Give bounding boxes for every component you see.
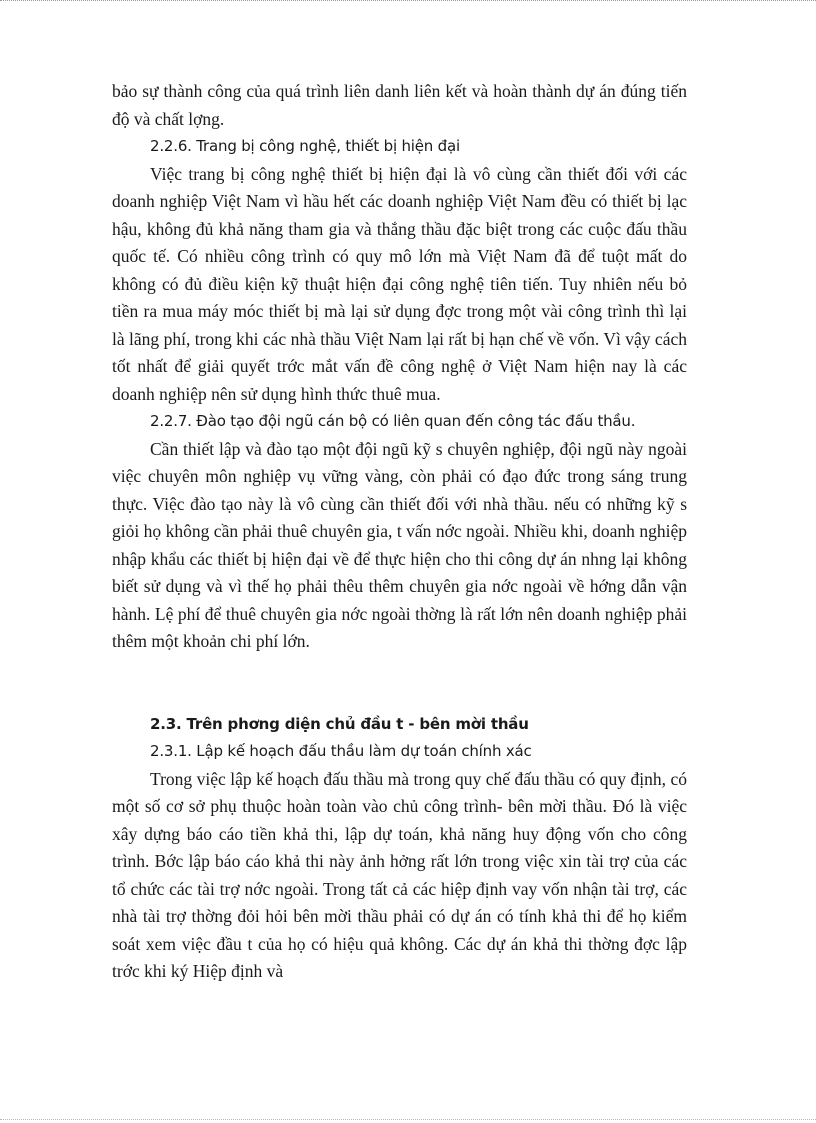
paragraph-training: Cần thiết lập và đào tạo một đội ngũ kỹ s chuyên nghiệp, đội ngũ này ngoài việc chuyên môn nghiệp vụ vững vàng, còn phải có đạo đức trong sáng trung thực. Việc đào tạo này là vô cùng cần thiết đối với nhà thầu. nếu có những kỹ s giỏi họ không cần phải thuê chuyên gia, t vấn nớc ngoài. Nhiều khi, doanh nghiệp nhập khẩu các thiết bị hiện đại về để thực hiện cho thi công dự án nhng lại không biết sử dụng và vì thế họ phải thêu thêm chuyên gia nớc ngoài về hớng dẫn vận hành. Lệ phí để thuê chuyên gia nớc ngoài thờng là rất lớn nên doanh nghiệp phải thêm một khoản chi phí lớn. [112, 438, 687, 651]
paragraph-technology: Việc trang bị công nghệ thiết bị hiện đại là vô cùng cần thiết đối với các doanh nghiệp Việt Nam vì hầu hết các doanh nghiệp Việt Nam đều có thiết bị lạc hậu, không đủ khả năng tham gia và thắng thầu đặc biệt trong các cuộc đấu thầu quốc tế. Có nhiều công trình có quy mô lớn mà Việt Nam đã để tuột mất do không có đủ điều kiện kỹ thuật hiện đại công nghệ tiên tiến. Tuy nhiên nếu bỏ tiền ra mua máy móc thiết bị mà lại sử dụng đợc trong một vài công trình thì lại là lãng phí, trong khi các nhà thầu Việt Nam lại rất bị hạn chế về vốn. Vì vậy cách tốt nhất để giải quyết trớc mắt vấn đề công nghệ ở Việt Nam hiện nay là các doanh nghiệp nên sử dụng hình thức thuê mua. [112, 163, 687, 404]
heading-2-2-7: 2.2.7. Đào tạo đội ngũ cán bộ có liên quan đến công tác đấu thầu. [150, 412, 636, 430]
paragraph-planning: Trong việc lập kế hoạch đấu thầu mà trong quy chế đấu thầu có quy định, có một số cơ sở phụ thuộc hoàn toàn vào chủ công trình- bên mời thầu. Đó là việc xây dựng báo cáo tiền khả thi, lập dự toán, khả năng huy động vốn cho công trình. Bớc lập báo cáo khả thi này ảnh hởng rất lớn trong việc xin tài trợ của các tổ chức các tài trợ nớc ngoài. Trong tất cả các hiệp định vay vốn nhận tài trợ, các nhà tài trợ thờng đỏi hỏi bên mời thầu phải có dự án có tính khả thi để họ kiểm soát xem việc đầu t của họ có hiệu quả không. Các dự án khả thi thờng đợc lập trớc khi ký Hiệp định và [112, 768, 687, 981]
top-border [0, 0, 816, 2]
heading-2-2-6: 2.2.6. Trang bị công nghệ, thiết bị hiện đại [150, 137, 460, 155]
bottom-border [0, 1119, 816, 1121]
heading-2-3-1: 2.3.1. Lập kế hoạch đấu thầu làm dự toán chính xác [150, 742, 532, 760]
document-body [112, 78, 687, 986]
heading-2-3: 2.3. Trên phơng diện chủ đầu t - bên mời thầu [150, 714, 529, 733]
section-gap [112, 656, 687, 711]
paragraph-continuation: bảo sự thành công của quá trình liên danh liên kết và hoàn thành dự án đúng tiến độ và chất lợng. [112, 81, 687, 129]
